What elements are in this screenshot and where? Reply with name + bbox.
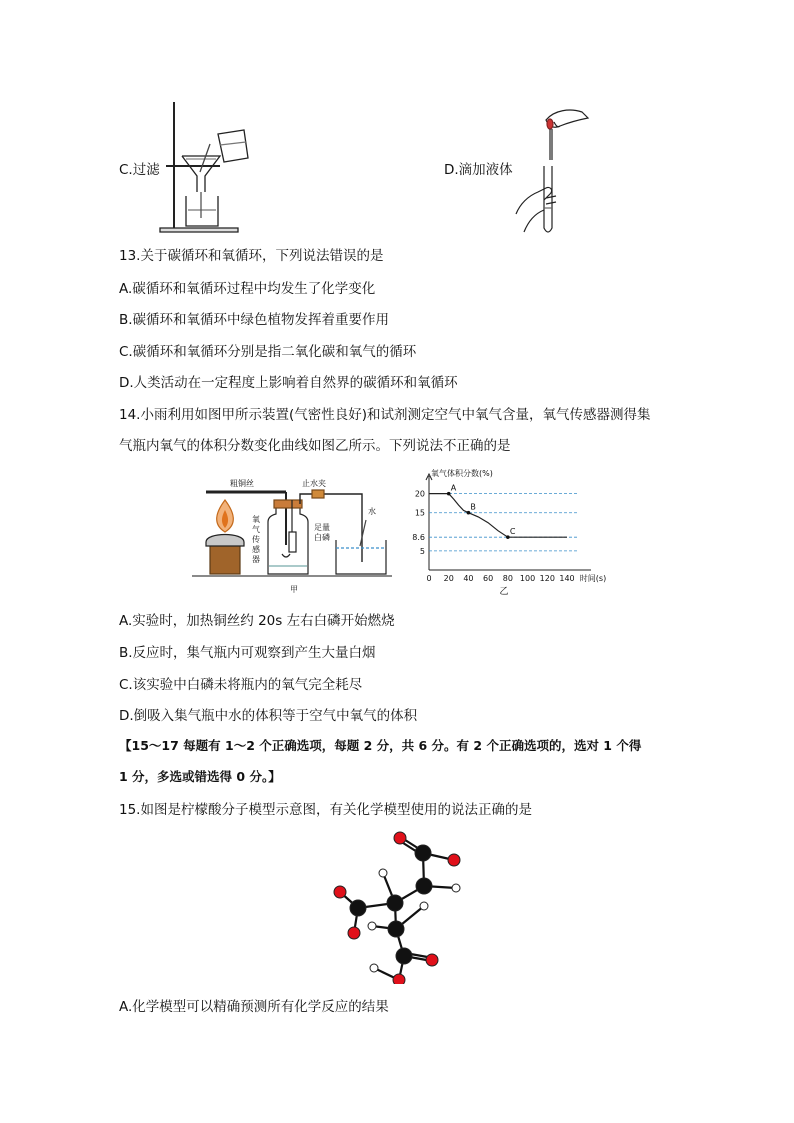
q13-stem: 13.关于碳循环和氧循环，下列说法错误的是 [119,248,384,264]
label-sensor-4: 感 [252,545,260,554]
section-instruction-line2: 1 分，多选或错选得 0 分。】 [119,769,281,784]
q13-option-a: A.碳循环和氧循环过程中均发生了化学变化 [119,281,376,297]
point-label-B: B [470,502,476,512]
point-label-A: A [450,483,457,493]
q14-stem-line1: 14.小雨利用如图甲所示装置(气密性良好)和试剂测定空气中氧气含量，氧气传感器测得集 [119,407,651,423]
point-label-C: C [509,527,516,537]
x-tick-label: 40 [463,574,474,583]
label-phosphorus-2: 白磷 [314,533,330,542]
filtration-apparatus-illustration [158,100,253,235]
q13-option-d: D.人类活动在一定程度上影响着自然界的碳循环和氧循环 [119,375,458,391]
x-tick-label: 100 [519,574,536,583]
label-water: 水 [368,507,376,516]
y-tick-label: 5 [419,546,425,556]
label-sensor-3: 传 [252,535,260,544]
label-sensor-1: 氧 [252,515,260,524]
q14-option-b: B.反应时，集气瓶内可观察到产生大量白烟 [119,645,376,661]
label-phosphorus-1: 足量 [314,523,330,532]
dropping-liquid-illustration [510,104,590,239]
q15-option-a: A.化学模型可以精确预测所有化学反应的结果 [119,999,389,1015]
figure-yi-oxygen-chart [403,468,613,600]
y-tick-label: 15 [414,508,425,518]
q14-option-d: D.倒吸入集气瓶中水的体积等于空气中氧气的体积 [119,708,418,724]
y-tick-label: 8.6 [412,533,425,543]
y-axis-label: 氧气体积分数(%) [431,469,493,478]
section-instruction-line1: 【15～17 每题有 1～2 个正确选项，每题 2 分，共 6 分。有 2 个正确选项的，选对 1 个得 [119,738,642,753]
x-tick-label: 80 [502,574,513,583]
figure-jia-caption: 甲 [290,585,298,594]
q13-option-b: B.碳循环和氧循环中绿色植物发挥着重要作用 [119,312,390,328]
figure-jia-apparatus [190,470,395,600]
label-clamp: 止水夹 [302,479,326,488]
label-sensor-5: 器 [252,555,260,564]
figure-yi-caption: 乙 [499,587,509,597]
q14-option-c: C.该实验中白磷未将瓶内的氧气完全耗尽 [119,677,363,693]
x-tick-label: 120 [539,574,555,583]
option-c-filter-label: C.过滤 [119,162,160,178]
option-d-drop-liquid-label: D.滴加液体 [444,162,513,178]
x-axis-label: 时间(s) [579,574,607,583]
x-tick-label: 20 [443,574,454,583]
q13-option-c: C.碳循环和氧循环分别是指二氧化碳和氧气的循环 [119,344,417,360]
citric-acid-molecule-model [328,828,470,984]
q15-stem: 15.如图是柠檬酸分子模型示意图，有关化学模型使用的说法正确的是 [119,802,532,818]
label-sensor-2: 气 [252,525,260,534]
oxygen-curve [429,494,567,538]
x-tick-label: 60 [483,574,494,583]
x-tick-label: 0 [426,574,432,583]
y-tick-label: 20 [414,489,425,499]
label-copper-wire: 粗铜丝 [230,479,254,488]
x-tick-label: 140 [559,574,575,583]
q14-stem-line2: 气瓶内氧气的体积分数变化曲线如图乙所示。下列说法不正确的是 [119,438,511,454]
q14-option-a: A.实验时，加热铜丝约 20s 左右白磷开始燃烧 [119,613,395,629]
